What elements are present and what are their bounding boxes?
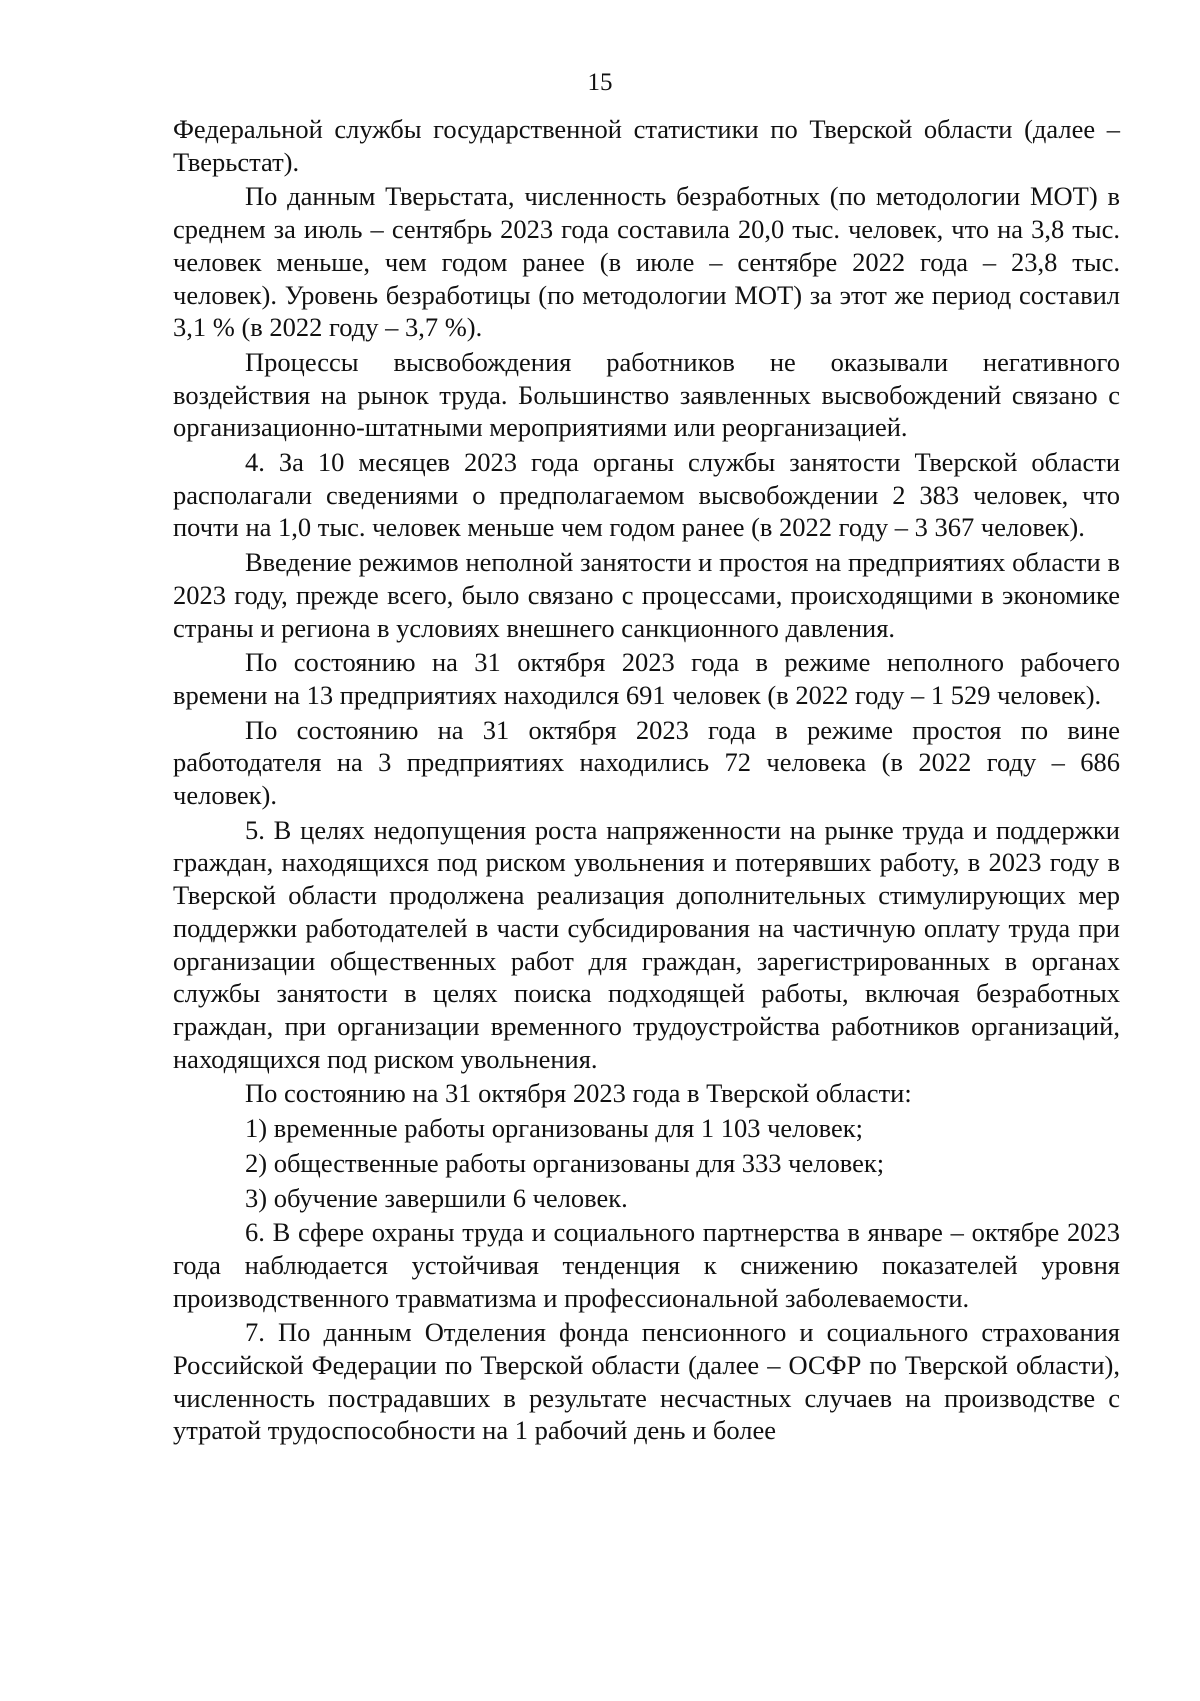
list-item-2: 2) общественные работы организованы для 333 человек;	[245, 1147, 885, 1178]
paragraph-release-processes: Процессы высвобождения работников не оказывали негативного воздействия на рынок труда. Большинство заявленных высвобождений связано с организационно-штатными мероприятиями или реорганизацией.	[173, 346, 1120, 443]
paragraph-item-4: 4. За 10 месяцев 2023 года органы службы занятости Тверской области располагали сведениями о предполагаемом высвобождении 2 383 человек, что почти на 1,0 тыс. человек меньше чем годом ранее (в 2022 году – 3 367 человек).	[173, 447, 1120, 543]
paragraph-list-intro: По состоянию на 31 октября 2023 года в Тверской области:	[245, 1078, 912, 1109]
document-body	[173, 113, 1120, 1449]
paragraph-item-5: 5. В целях недопущения роста напряженности на рынке труда и поддержки граждан, находящихся под риском увольнения и потерявших работу, в 2023 году в Тверской области продолжена реализация дополнительных стимулирующих мер поддержки работодателей в части субсидирования на частичную оплату труда при организации общественных работ для граждан, зарегистрированных в органах службы занятости в целях поиска подходящей работы, включая безработных граждан, при организации временного трудоустройства работников организаций, находящихся под риском увольнения.	[173, 814, 1120, 1074]
list-item-3: 3) обучение завершили 6 человек.	[245, 1182, 628, 1213]
paragraph-part-time-regimes: Введение режимов неполной занятости и простоя на предприятиях области в 2023 году, прежде всего, было связано с процессами, происходящими в экономике страны и региона в условиях внешнего санкционного давления.	[173, 547, 1120, 643]
paragraph-unemployment: По данным Тверьстата, численность безработных (по методологии МОТ) в среднем за июль – сентябрь 2023 года составила 20,0 тыс. человек, что на 3,8 тыс. человек меньше, чем годом ранее (в июле – сентябре 2022 года – 23,8 тыс. человек). Уровень безработицы (по методологии МОТ) за этот же период составил 3,1 % (в 2022 году – 3,7 %).	[173, 181, 1120, 343]
paragraph-part-time-oct31: По состоянию на 31 октября 2023 года в режиме неполного рабочего времени на 13 предприятиях находился 691 человек (в 2022 году – 1 529 человек).	[173, 647, 1120, 710]
paragraph-tverstat-intro: Федеральной службы государственной статистики по Тверской области (далее – Тверьстат).	[173, 114, 1120, 177]
list-item-1: 1) временные работы организованы для 1 103 человек;	[245, 1113, 864, 1144]
paragraph-item-7: 7. По данным Отделения фонда пенсионного и социального страхования Российской Федерации по Тверской области (далее – ОСФР по Тверской области), численность пострадавших в результате несчастных случаев на производстве с утратой трудоспособности на 1 рабочий день и более	[173, 1317, 1120, 1446]
paragraph-downtime-oct31: По состоянию на 31 октября 2023 года в режиме простоя по вине работодателя на 3 предприятиях находились 72 человека (в 2022 году – 686 человек).	[173, 714, 1120, 811]
page-number: 15	[587, 69, 613, 96]
paragraph-item-6: 6. В сфере охраны труда и социального партнерства в январе – октябре 2023 года наблюдается устойчивая тенденция к снижению показателей уровня производственного травматизма и профессиональной заболеваемости.	[173, 1217, 1120, 1313]
